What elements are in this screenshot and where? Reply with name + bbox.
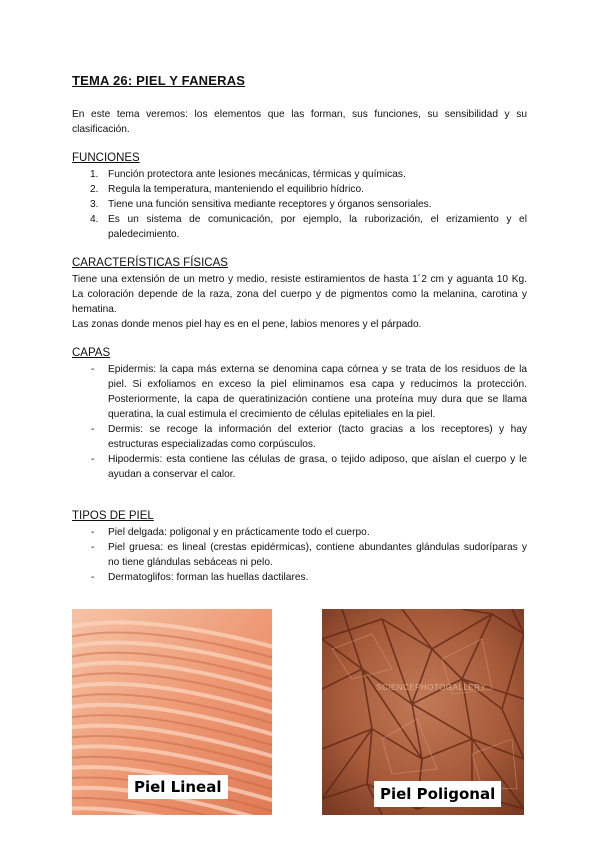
page-title: TEMA 26: PIEL Y FANERAS [72,73,246,88]
piel-lineal-image [72,609,272,815]
list-item: 3. Tiene una función sensitiva mediante receptores y órganos sensoriales. [90,199,432,210]
caracteristicas-paragraph: Tiene una extensión de un metro y medio, resiste estiramientos de hasta 1´2 cm y aguanta 10 Kg. La coloración depende de la raza, zona del cuerpo y de pigmentos como la melanina, carotina y hematina. [72,274,527,315]
list-item: - Dermis: se recoge la información del exterior (tacto gracias a los receptores) y hay estructuras especializadas como corpúsculos. [91,424,527,450]
list-item: - Epidermis: la capa más externa se denomina capa córnea y se trata de los residuos de la piel. Si exfoliamos en exceso la piel eliminamos esa capa y reducimos la protección. Posteriormente, la capa de queratinización contiene una proteína muy dura que se llama queratina, la cual estimula el crecimiento de células epiteliales en la piel. [91,364,527,420]
caracteristicas-paragraph-2: Las zonas donde menos piel hay es en el pene, labios menores y el párpado. [72,319,422,330]
heading-funciones: FUNCIONES [72,152,140,164]
list-item: 4. Es un sistema de comunicación, por ejemplo, la ruborización, el erizamiento y el paledecimiento. [90,214,527,240]
list-item: - Piel delgada: poligonal y en prácticamente todo el cuerpo. [91,527,370,538]
intro-paragraph: En este tema veremos: los elementos que las forman, sus funciones, su sensibilidad y su clasificación. [72,109,527,135]
heading-tipos: TIPOS DE PIEL [72,510,154,522]
heading-caracteristicas: CARACTERÍSTICAS FÍSICAS [72,257,228,269]
heading-capas: CAPAS [72,347,111,359]
capas-list [72,362,527,482]
list-item: - Hipodermis: esta contiene las células de grasa, o tejido adiposo, que aíslan el cuerpo y le ayudan a conservar el calor. [91,454,527,480]
list-item: - Dermatoglifos: forman las huellas dactilares. [91,572,309,583]
piel-lineal-caption: Piel Lineal [128,775,228,799]
tipos-list [72,525,527,585]
list-item: 2. Regula la temperatura, manteniendo el equilibrio hídrico. [90,184,364,195]
piel-poligonal-image [322,609,524,815]
list-item: 1. Función protectora ante lesiones mecánicas, térmicas y químicas. [90,169,406,180]
funciones-list [72,167,527,242]
list-item: - Piel gruesa: es lineal (crestas epidérmicas), contiene abundantes glándulas sudoríparas y no tiene glándulas sebáceas ni pelo. [91,542,527,568]
watermark-text: SCIENCEPHOTOGALLERY [376,683,487,692]
piel-poligonal-caption: Piel Poligonal [374,781,501,807]
